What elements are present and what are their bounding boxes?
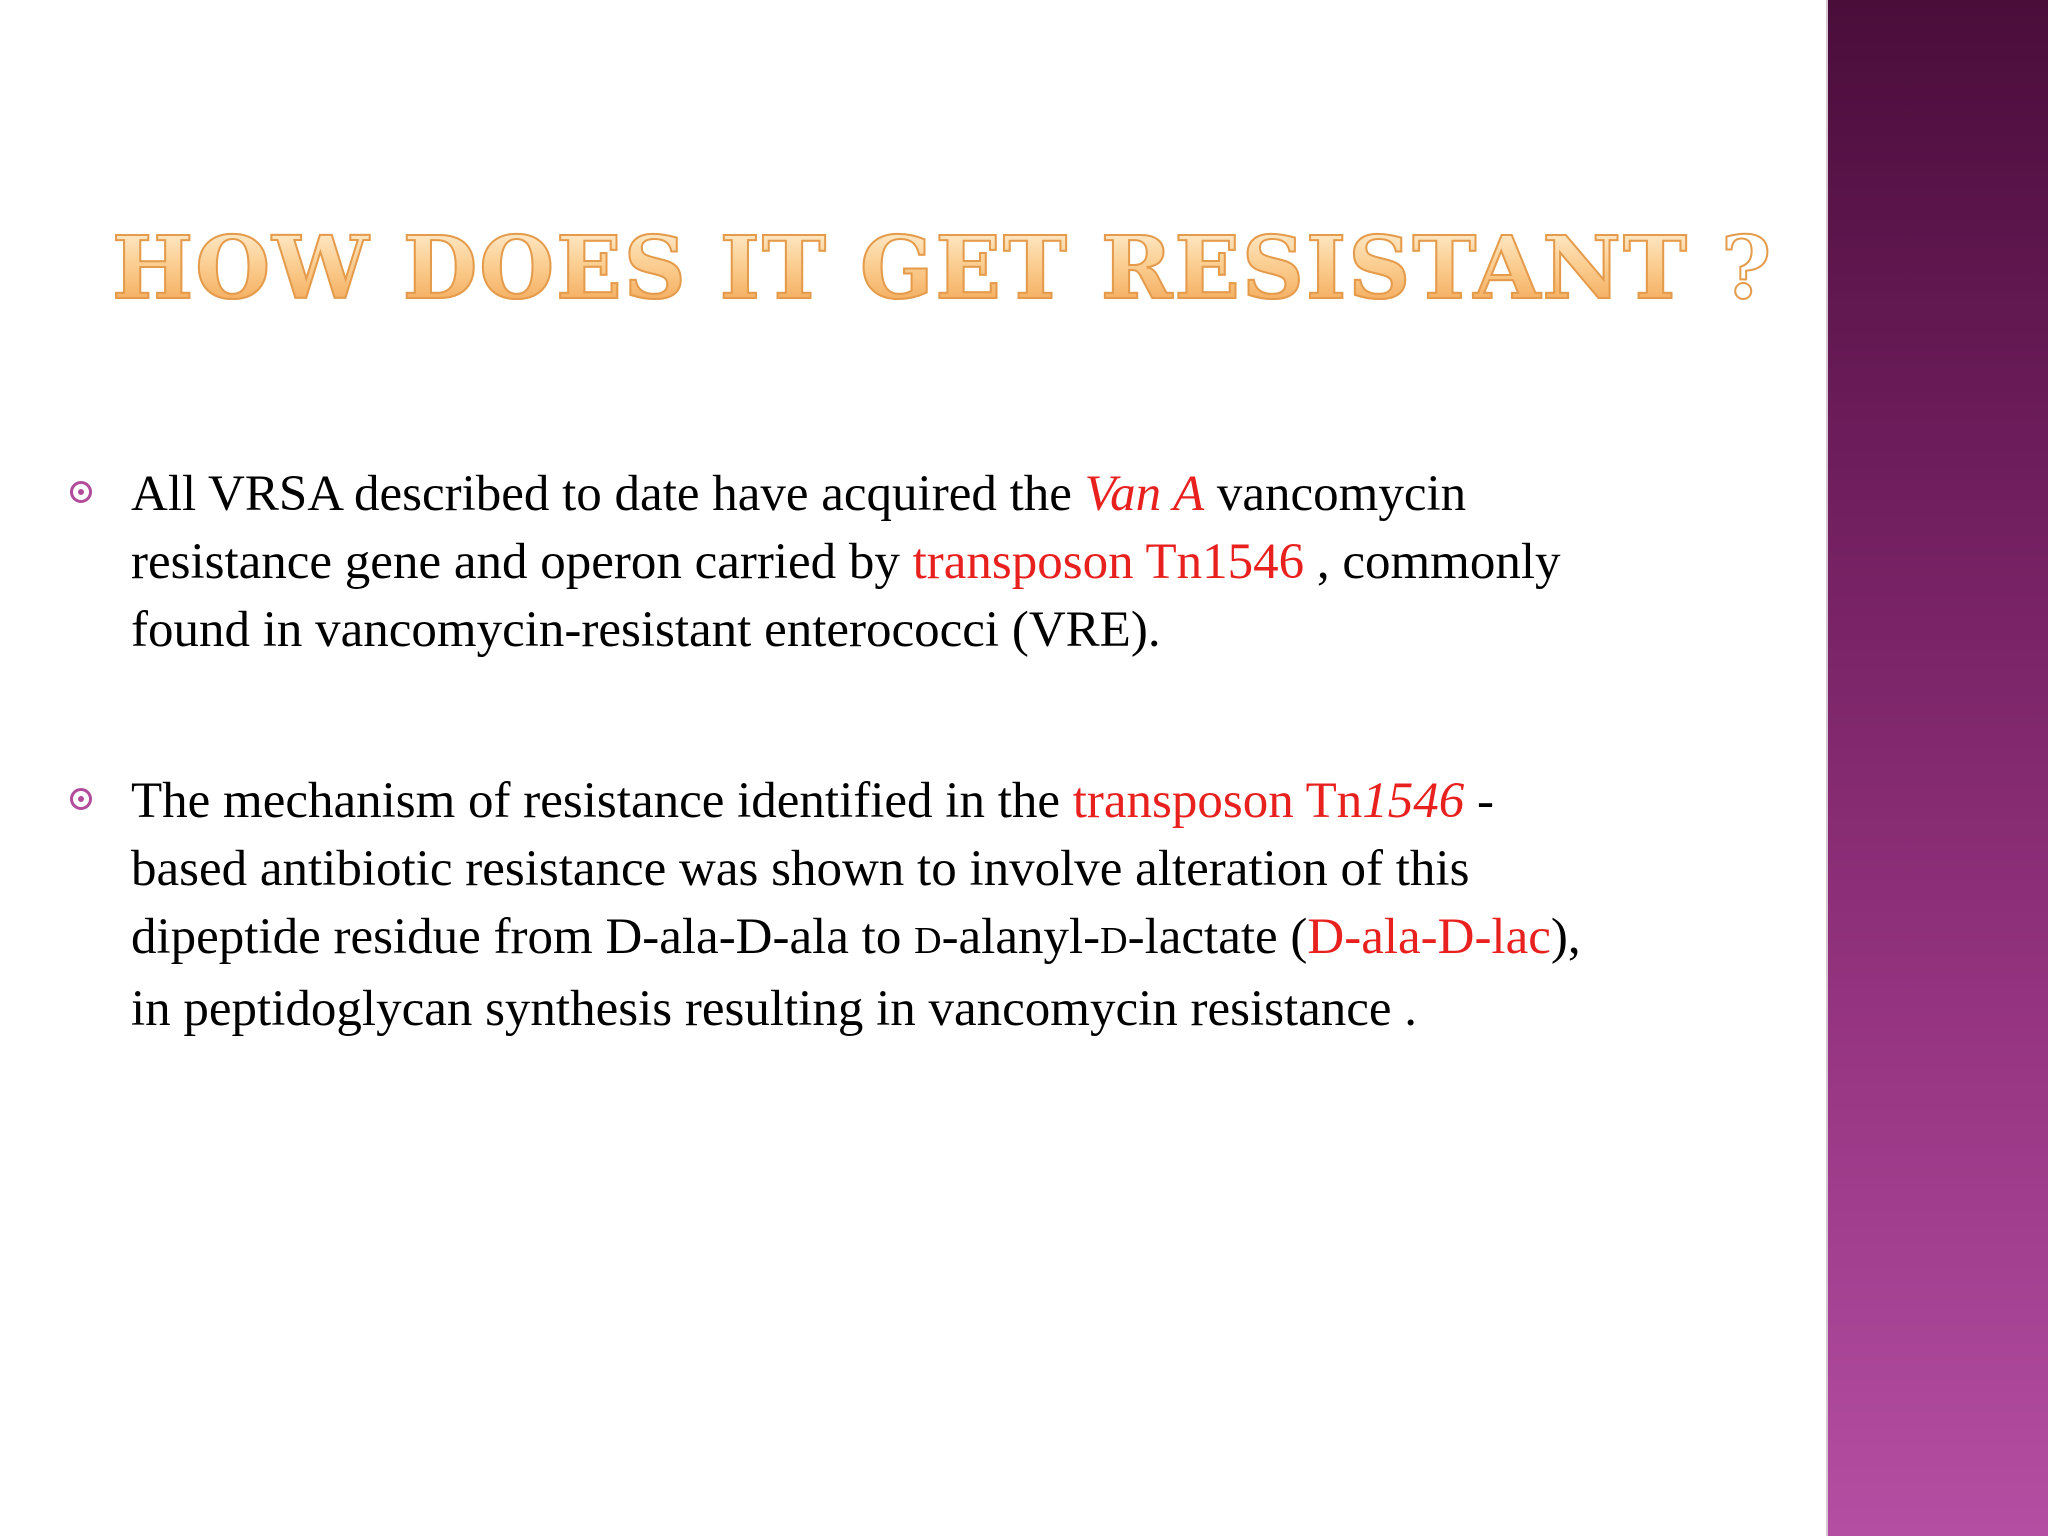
bullet-circle-icon (70, 788, 92, 810)
highlight-transposon: transposon Tn (1072, 773, 1363, 829)
text-run: dipeptide residue from D-ala-D-ala to (131, 909, 915, 965)
text-run: based antibiotic resistance was shown to involve alteration of this (131, 841, 1470, 897)
small-cap-d: D (914, 920, 942, 962)
text-run: ), (1550, 909, 1581, 965)
slide-title: HOW DOES IT GET RESISTANT ? (112, 218, 1774, 319)
text-run: in peptidoglycan synthesis resulting in vancomycin resistance . (131, 981, 1418, 1037)
bullet-1-line-1 (131, 460, 1770, 528)
bullet-item-1 (70, 460, 1770, 664)
bullet-2-line-4 (131, 975, 1770, 1043)
bullet-item-2 (70, 767, 1770, 1043)
text-run: vancomycin (1204, 466, 1467, 522)
bullet-circle-icon (70, 481, 92, 503)
bullet-2-line-2 (131, 835, 1770, 903)
highlight-1546: 1546 (1362, 773, 1465, 829)
text-run: , commonly (1304, 534, 1561, 590)
highlight-d-ala-d-lac: D-ala-D-lac (1307, 909, 1551, 965)
text-run: resistance gene and operon carried by (131, 534, 913, 590)
decorative-side-bar (1826, 0, 2048, 1536)
bullet-1-line-3 (131, 596, 1770, 664)
bullet-1-line-2 (131, 528, 1770, 596)
text-run: -alanyl- (941, 909, 1101, 965)
bullet-text-1 (131, 460, 1770, 664)
text-run: found in vancomycin-resistant enterococci (VRE). (131, 602, 1161, 658)
text-run: - (1464, 773, 1494, 829)
text-run: The mechanism of resistance identified in the (131, 773, 1073, 829)
highlight-van-a: Van A (1084, 466, 1205, 522)
bullet-text-2 (131, 767, 1770, 1043)
bullet-2-line-3 (131, 903, 1770, 975)
text-run: All VRSA described to date have acquired the (131, 466, 1085, 522)
highlight-transposon: transposon Tn1546 (912, 534, 1305, 590)
bullet-2-line-1 (131, 767, 1770, 835)
text-run: -lactate ( (1127, 909, 1308, 965)
small-cap-d: D (1100, 920, 1128, 962)
